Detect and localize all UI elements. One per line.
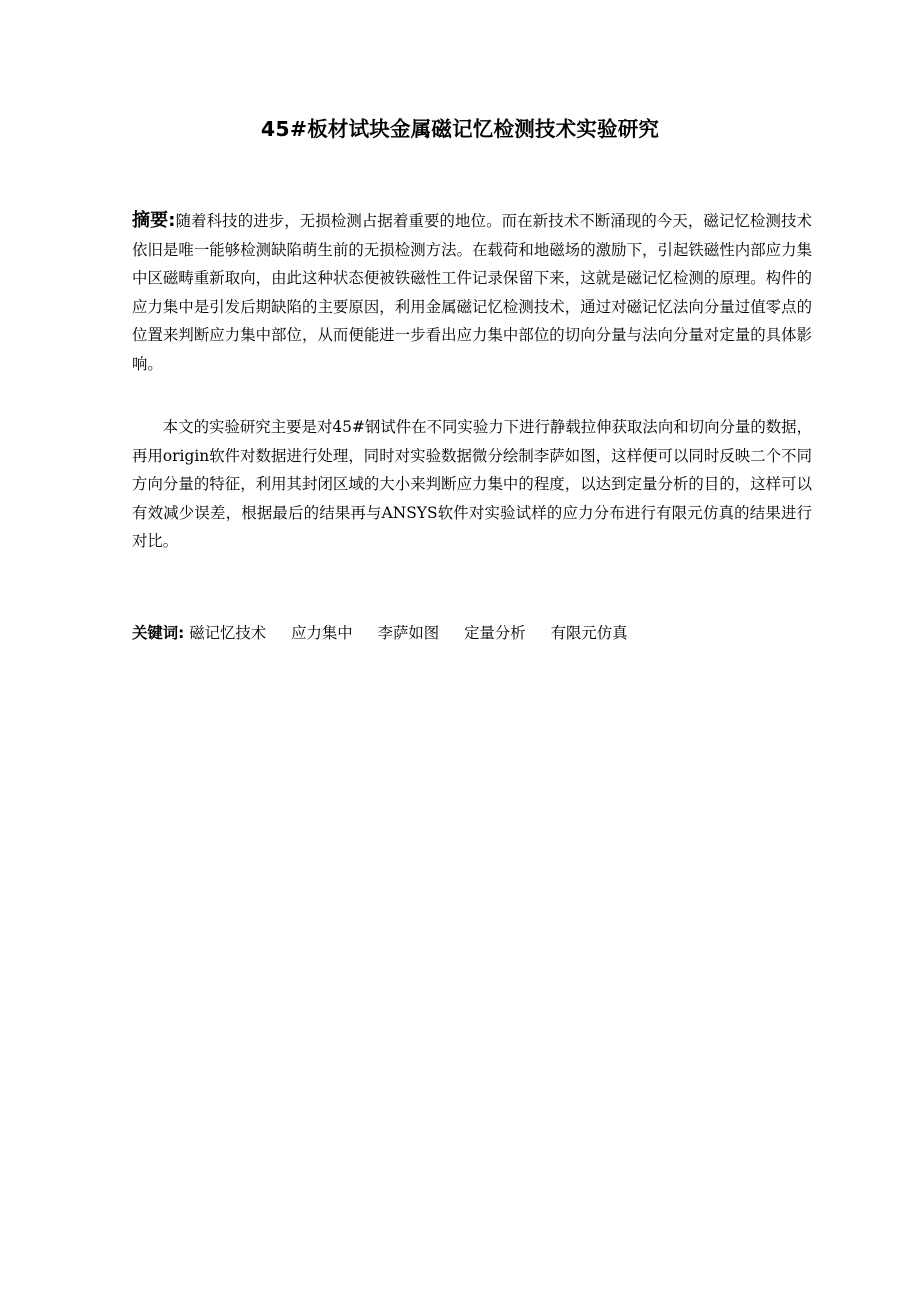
keywords-line bbox=[132, 621, 812, 645]
document-title: 45#板材试块金属磁记忆检测技术实验研究 bbox=[260, 117, 660, 141]
abstract-label: 摘要: bbox=[132, 210, 176, 231]
keywords-label: 关键词: bbox=[132, 624, 185, 642]
keyword-item: 李萨如图 bbox=[377, 624, 440, 642]
abstract-text: 随着科技的进步，无损检测占据着重要的地位。而在新技术不断涌现的今天，磁记忆检测技术依旧是唯一能够检测缺陷萌生前的无损检测方法。在载荷和地磁场的激励下，引起铁磁性内部应力集中区磁畴重新取向，由此这种状态便被铁磁性工件记录保留下来，这就是磁记忆检测的原理。构件的应力集中是引发后期缺陷的主要原因，利用金属磁记忆检测技术，通过对磁记忆法向分量过值零点的位置来判断应力集中部位，从而便能进一步看出应力集中部位的切向分量与法向分量对定量的具体影响。 bbox=[132, 212, 812, 373]
keyword-item: 应力集中 bbox=[291, 624, 353, 642]
keyword-item: 定量分析 bbox=[464, 624, 526, 642]
abstract-paragraph bbox=[132, 207, 812, 378]
keyword-item: 有限元仿真 bbox=[550, 624, 628, 642]
keyword-item: 磁记忆技术 bbox=[189, 624, 267, 642]
abstract-paragraph-2: 本文的实验研究主要是对45#钢试件在不同实验力下进行静载拉伸获取法向和切向分量的数据，再用origin软件对数据进行处理，同时对实验数据微分绘制李萨如图，这样便可以同时反映二个不同方向分量的特征，利用其封闭区域的大小来判断应力集中的程度，以达到定量分析的目的，这样可以有效减少误差，根据最后的结果再与ANSYS软件对实验试样的应力分布进行有限元仿真的结果进行对比。 bbox=[132, 418, 812, 550]
